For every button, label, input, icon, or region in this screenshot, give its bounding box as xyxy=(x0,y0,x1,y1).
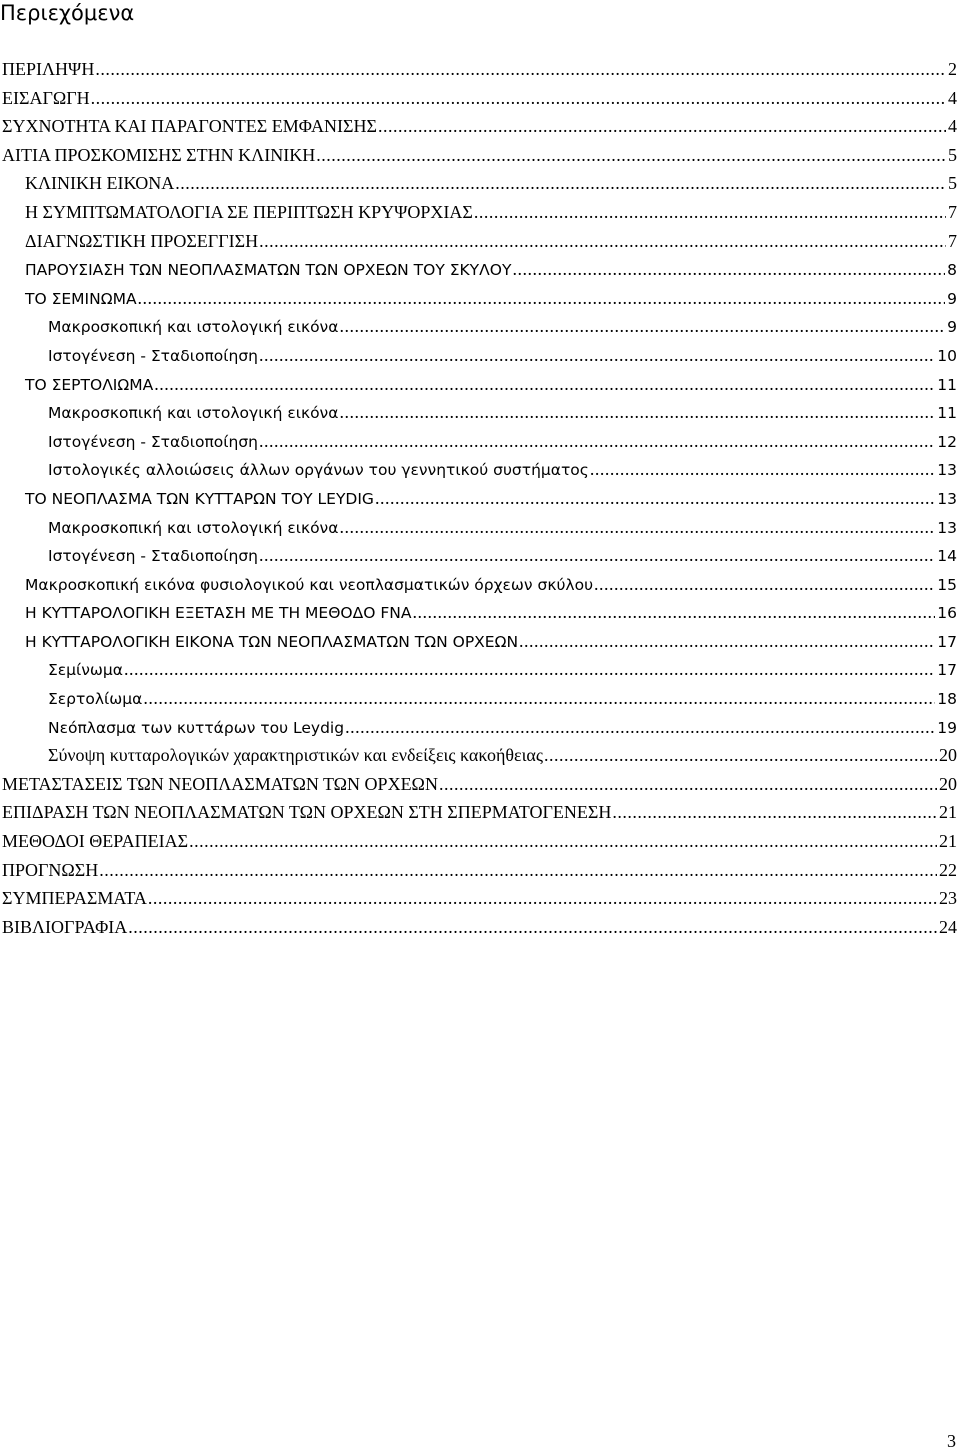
toc-entry-page: 16 xyxy=(937,604,957,623)
toc-entry[interactable] xyxy=(0,513,957,542)
toc-entry-page: 11 xyxy=(937,375,957,394)
toc-entry-title: Μακροσκοπική και ιστολογική εικόνα xyxy=(48,404,339,423)
toc-entry-page: 4 xyxy=(948,87,957,108)
toc-entry-title: Η ΣΥΜΠΤΩΜΑΤΟΛΟΓΙΑ ΣΕ ΠΕΡΙΠΤΩΣΗ ΚΡΥΨΟΡΧΙΑΣ xyxy=(25,201,473,222)
toc-entry-title: ΔΙΑΓΝΩΣΤΙΚΗ ΠΡΟΣΕΓΓΙΣΗ xyxy=(25,230,259,251)
toc-entry-title: Ιστογένεση - Σταδιοποίηση xyxy=(48,547,258,566)
toc-dot-leader xyxy=(590,455,935,484)
toc-entry[interactable] xyxy=(0,798,957,827)
toc-dot-leader xyxy=(594,570,935,599)
toc-entry-title: Σεμίνωμα xyxy=(48,661,123,680)
toc-entry-title: ΕΠΙΔΡΑΣΗ ΤΩΝ ΝΕΟΠΛΑΣΜΑΤΩΝ ΤΩΝ ΟΡΧΕΩΝ ΣΤΗ ΣΠΕΡΜΑΤΟΓΕΝΕΣΗ xyxy=(2,802,612,823)
toc-dot-leader xyxy=(148,884,937,913)
toc-entry-page: 21 xyxy=(939,831,957,852)
toc-dot-leader xyxy=(95,55,946,84)
page-title: Περιεχόμενα xyxy=(0,1,135,25)
toc-entry-title: ΕΙΣΑΓΩΓΗ xyxy=(2,87,90,108)
toc-entry-page: 9 xyxy=(947,289,957,308)
toc-entry[interactable] xyxy=(0,884,957,913)
toc-entry-page: 13 xyxy=(937,518,957,537)
toc-dot-leader xyxy=(544,741,937,770)
toc-entry-title: Η ΚΥΤΤΑΡΟΛΟΓΙΚΗ ΕΞΕΤΑΣΗ ΜΕ ΤΗ ΜΕΘΟΔΟ FNA xyxy=(25,604,412,623)
toc-dot-leader xyxy=(375,484,935,513)
toc-dot-leader xyxy=(259,341,935,370)
toc-entry-title: Μακροσκοπική και ιστολογική εικόνα xyxy=(48,518,339,537)
toc-entry-title: ΑΙΤΙΑ ΠΡΟΣΚΟΜΙΣΗΣ ΣΤΗΝ ΚΛΙΝΙΚΗ xyxy=(2,144,316,165)
toc-entry[interactable] xyxy=(0,312,957,341)
toc-dot-leader xyxy=(154,370,935,399)
toc-entry[interactable] xyxy=(0,827,957,856)
toc-entry[interactable] xyxy=(0,370,957,399)
toc-entry-page: 20 xyxy=(939,773,957,794)
toc-entry[interactable] xyxy=(0,484,957,513)
toc-entry-title: ΣΥΜΠΕΡΑΣΜΑΤΑ xyxy=(2,888,147,909)
toc-dot-leader xyxy=(439,770,937,799)
toc-entry-page: 8 xyxy=(947,261,957,280)
toc-entry-title: Νεόπλασμα των κυττάρων του Leydig xyxy=(48,718,345,737)
toc-dot-leader xyxy=(99,856,937,885)
toc-entry-title: Σύνοψη κυτταρολογικών χαρακτηριστικών και ενδείξεις κακοήθειας xyxy=(48,745,543,766)
table-of-contents xyxy=(0,55,957,941)
toc-dot-leader xyxy=(259,227,946,256)
toc-entry[interactable] xyxy=(0,570,957,599)
toc-dot-leader xyxy=(175,169,946,198)
toc-entry-page: 13 xyxy=(937,461,957,480)
toc-dot-leader xyxy=(345,713,935,742)
toc-entry[interactable] xyxy=(0,255,957,284)
toc-entry[interactable] xyxy=(0,84,957,113)
toc-entry[interactable] xyxy=(0,169,957,198)
toc-dot-leader xyxy=(128,913,937,942)
toc-dot-leader xyxy=(339,398,935,427)
toc-entry[interactable] xyxy=(0,284,957,313)
toc-entry-title: Ιστολογικές αλλοιώσεις άλλων οργάνων του γεννητικού συστήματος xyxy=(48,461,589,480)
toc-dot-leader xyxy=(259,541,935,570)
toc-entry[interactable] xyxy=(0,112,957,141)
toc-entry-title: Μακροσκοπική εικόνα φυσιολογικού και νεοπλασματικών όρχεων σκύλου xyxy=(25,575,594,594)
toc-entry[interactable] xyxy=(0,198,957,227)
toc-entry[interactable] xyxy=(0,541,957,570)
toc-entry[interactable] xyxy=(0,598,957,627)
toc-entry[interactable] xyxy=(0,627,957,656)
toc-entry-page: 17 xyxy=(937,661,957,680)
toc-entry-page: 10 xyxy=(937,346,957,365)
toc-entry[interactable] xyxy=(0,427,957,456)
toc-entry-page: 5 xyxy=(948,144,957,165)
toc-entry-title: ΣΥΧΝΟΤΗΤΑ ΚΑΙ ΠΑΡΑΓΟΝΤΕΣ ΕΜΦΑΝΙΣΗΣ xyxy=(2,116,378,137)
toc-dot-leader xyxy=(412,598,935,627)
toc-entry[interactable] xyxy=(0,398,957,427)
toc-entry-page: 22 xyxy=(939,859,957,880)
toc-entry[interactable] xyxy=(0,227,957,256)
toc-dot-leader xyxy=(91,84,946,113)
toc-entry-page: 7 xyxy=(948,201,957,222)
toc-entry-title: Η ΚΥΤΤΑΡΟΛΟΓΙΚΗ ΕΙΚΟΝΑ ΤΩΝ ΝΕΟΠΛΑΣΜΑΤΩΝ ΤΩΝ ΟΡΧΕΩΝ xyxy=(25,632,519,651)
toc-entry-title: Ιστογένεση - Σταδιοποίηση xyxy=(48,432,258,451)
toc-entry[interactable] xyxy=(0,856,957,885)
toc-entry[interactable] xyxy=(0,770,957,799)
toc-entry-page: 21 xyxy=(939,802,957,823)
toc-entry[interactable] xyxy=(0,455,957,484)
toc-dot-leader xyxy=(378,112,946,141)
toc-entry-page: 4 xyxy=(948,116,957,137)
toc-entry-page: 9 xyxy=(947,318,957,337)
toc-dot-leader xyxy=(519,627,935,656)
page-number: 3 xyxy=(947,1431,956,1451)
toc-entry[interactable] xyxy=(0,55,957,84)
toc-entry-page: 23 xyxy=(939,888,957,909)
toc-entry-title: Ιστογένεση - Σταδιοποίηση xyxy=(48,346,258,365)
toc-dot-leader xyxy=(339,312,945,341)
toc-entry-title: ΠΑΡΟΥΣΙΑΣΗ ΤΩΝ ΝΕΟΠΛΑΣΜΑΤΩΝ ΤΩΝ ΟΡΧΕΩΝ ΤΟΥ ΣΚΥΛΟΥ xyxy=(25,261,512,280)
toc-entry-title: ΤΟ ΝΕΟΠΛΑΣΜΑ ΤΩΝ ΚΥΤΤΑΡΩΝ ΤΟΥ LEYDIG xyxy=(25,489,374,508)
toc-entry-page: 5 xyxy=(948,173,957,194)
toc-entry[interactable] xyxy=(0,741,957,770)
toc-entry-title: ΤΟ ΣΕΜΙΝΩΜΑ xyxy=(25,289,137,308)
toc-entry-title: ΤΟ ΣΕΡΤΟΛΙΩΜΑ xyxy=(25,375,154,394)
toc-entry-page: 13 xyxy=(937,489,957,508)
toc-dot-leader xyxy=(474,198,946,227)
toc-entry-title: ΒΙΒΛΙΟΓΡΑΦΙΑ xyxy=(2,916,128,937)
toc-entry-title: ΠΕΡΙΛΗΨΗ xyxy=(2,59,95,79)
toc-dot-leader xyxy=(316,141,946,170)
toc-entry-page: 20 xyxy=(939,745,957,766)
toc-entry[interactable] xyxy=(0,684,957,713)
toc-entry[interactable] xyxy=(0,341,957,370)
toc-entry-page: 12 xyxy=(937,432,957,451)
toc-dot-leader xyxy=(189,827,937,856)
toc-entry-title: Σερτολίωμα xyxy=(48,690,143,709)
toc-entry-page: 17 xyxy=(937,632,957,651)
toc-entry[interactable] xyxy=(0,913,957,942)
toc-entry-title: ΜΕΘΟΔΟΙ ΘΕΡΑΠΕΙΑΣ xyxy=(2,831,189,852)
toc-entry-title: Μακροσκοπική και ιστολογική εικόνα xyxy=(48,318,339,337)
toc-entry-page: 2 xyxy=(948,59,957,79)
toc-entry[interactable] xyxy=(0,655,957,684)
toc-dot-leader xyxy=(124,655,935,684)
toc-entry-page: 11 xyxy=(937,404,957,423)
toc-dot-leader xyxy=(259,427,935,456)
toc-dot-leader xyxy=(143,684,935,713)
toc-entry-title: ΚΛΙΝΙΚΗ ΕΙΚΟΝΑ xyxy=(25,173,175,194)
toc-dot-leader xyxy=(138,284,946,313)
toc-entry-page: 15 xyxy=(937,575,957,594)
toc-entry-page: 19 xyxy=(937,718,957,737)
toc-entry-page: 18 xyxy=(937,690,957,709)
toc-entry-page: 7 xyxy=(948,230,957,251)
toc-entry[interactable] xyxy=(0,713,957,742)
toc-dot-leader xyxy=(339,513,935,542)
toc-dot-leader xyxy=(512,255,945,284)
toc-entry-page: 14 xyxy=(937,547,957,566)
toc-dot-leader xyxy=(612,798,937,827)
toc-entry[interactable] xyxy=(0,141,957,170)
toc-entry-page: 24 xyxy=(939,916,957,937)
toc-entry-title: ΠΡΟΓΝΩΣΗ xyxy=(2,859,99,880)
toc-entry-title: ΜΕΤΑΣΤΑΣΕΙΣ ΤΩΝ ΝΕΟΠΛΑΣΜΑΤΩΝ ΤΩΝ ΟΡΧΕΩΝ xyxy=(2,773,438,794)
